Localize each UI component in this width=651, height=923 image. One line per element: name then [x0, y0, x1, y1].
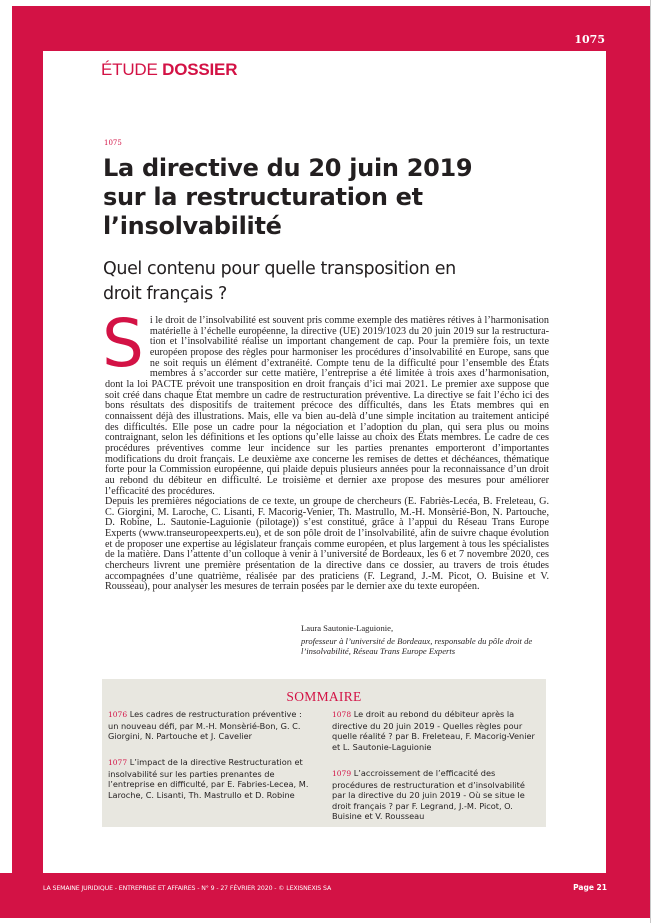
red-frame-right	[606, 6, 650, 918]
article-body	[102, 305, 549, 593]
author-role: professeur à l’université de Bordeaux, responsable du pôle droit de l’insolvabilité, Réseau Trans Europe Experts	[301, 636, 533, 656]
article-title	[103, 154, 543, 241]
title-line: sur la restructuration et	[103, 183, 423, 211]
rubric-heading	[101, 60, 237, 80]
author-name: Laura Sautonie-Laguionie,	[301, 623, 394, 633]
paragraph-2: Depuis les premières négociations de ce texte, un groupe de chercheurs (E. Fabriès-Lecéa, B. Freleteau, G. C. Giorgini, M. Laroche, C. Lisanti, F. Macorig-Venier, Th. Mastrullo, M.-H. Monsèrié-Bon, N. Partouche, D. Robine, L. Sautonie-Laguionie (pilotage)) s’est constitué, grâce à l’appui du Réseau Trans Europe Experts (www.transeuropeexperts.eu), et de son pôle droit de l’insolvabilité, afin de suivre chaque évolution et de proposer une expertise au législateur français comme européen, et plus largement à tous les spécialistes de la matière. Dans l’attente d’un colloque à venir à l’université de Bordeaux, les 6 et 7 novembre 2020, ces chercheurs livrent une première présentation de la directive dans ce dossier, au travers de trois études accompagnées d’une quatrième, réalisée par des praticiens (F. Legrand, J.-M. Picot, O. Buisine et V. Rousseau), pour analyser les mesures de terrain posées par le dernier axe du texte européen.	[105, 496, 549, 593]
sommaire-item-number: 1076	[108, 710, 128, 719]
footer-page-number: Page 21	[573, 883, 607, 892]
red-frame-top	[12, 6, 650, 51]
title-line: l’insolvabilité	[103, 212, 282, 240]
sommaire-item-text: Le droit au rebond du débiteur après la directive du 20 juin 2019 - Quelles règles pour quelle réalité ? par B. Freleteau, F. Macorig-Venier et L. Sautonie-Laguionie	[332, 709, 535, 752]
sommaire-item[interactable]	[108, 709, 313, 742]
rubric-bold: DOSSIER	[162, 60, 238, 79]
drop-cap: S	[102, 305, 144, 382]
sommaire-item[interactable]	[332, 768, 537, 822]
subtitle-line: Quel contenu pour quelle transposition en	[103, 259, 456, 279]
sommaire-title: SOMMAIRE	[286, 689, 362, 704]
sommaire-item-number: 1077	[108, 758, 128, 767]
article-number: 1075	[104, 139, 122, 147]
red-frame-bottom	[0, 873, 650, 918]
footer-publication: LA SEMAINE JURIDIQUE - ENTREPRISE ET AFFAIRES - N° 9 - 27 FÉVRIER 2020 - © LEXISNEXIS SA	[43, 885, 332, 892]
rubric-light: ÉTUDE	[101, 60, 158, 79]
sommaire-item-text: L’impact de la directive Restructuration et insolvabilité sur les parties prenantes de l’entreprise en difficulté, par E. Fabries-Lecea, M. Laroche, C. Lisanti, Th. Mastrullo et D. Robine	[108, 757, 309, 800]
subtitle-line: droit français ?	[103, 284, 227, 304]
sommaire-item-text: L’accroissement de l’efficacité des procédures de restructuration et d’insolvabilité par la directive du 20 juin 2019 - Où se situe le droit français ? par F. Legrand, J.-M. Picot, O. Buisine et V. Rousseau	[332, 768, 525, 821]
sommaire-box	[102, 679, 546, 827]
sommaire-item-number: 1078	[332, 710, 352, 719]
sommaire-item-number: 1079	[332, 769, 352, 778]
red-frame-left	[12, 6, 43, 874]
paragraph-intro	[102, 305, 549, 497]
header-page-number: 1075	[574, 33, 605, 46]
sommaire-item-text: Les cadres de restructuration préventive : un nouveau défi, par M.-H. Monsèrié-Bon, G. C. Giorgini, N. Partouche et J. Cavelier	[108, 709, 302, 741]
title-line: La directive du 20 juin 2019	[103, 154, 473, 182]
article-subtitle	[103, 257, 533, 307]
paragraph-1-text: i le droit de l’insolvabilité est souvent pris comme exemple des matières rétives à l’harmonisation matérielle à l’échelle européenne, la directive (UE) 2019/1023 du 20 juin 2019 sur la restructuration et l’insolvabilité réalise un important changement de cap. Pour la première fois, un texte européen propose des règles pour harmoniser les procédures d’insolvabilité en Europe, sans que ne soit requis un élément d’extranéité. Compte tenu de la difficulté pour l’ensemble des États membres à s’accorder sur cette matière, l’entreprise a été limitée à trois axes d’harmonisation, dont la loi PACTE prévoit une transposition en droit français d’ici mai 2021. Le premier axe suppose que soit créé dans chaque État membre un cadre de restructuration préventive. La directive se fait l’écho ici des bons résultats des dispositifs de traitement précoce des difficultés, dans les États membres qui en connaissent déjà des illustrations. Mais, elle va bien au-delà d’une simple incitation au traitement anticipé des difficultés. Elle pose un cadre pour la négociation et l’adoption du plan, qui sera plus ou moins contraignant, selon les définitions et les options qu’elle laisse au choix des États membres. Le cadre de ces procédures préventives comme leur incidence sur les parties prenantes emporteront d’importantes modifications du droit français. Le deuxième axe concerne les remises de dettes et déchéances, thématique forte pour la Commission européenne, qui plaide depuis plusieurs années pour la reconnaissance d’un droit au rebond du débiteur en difficulté. Le troisième et dernier axe propose des mesures pour améliorer l’efficacité des procédures.	[105, 315, 549, 497]
sommaire-item[interactable]	[332, 709, 537, 752]
author-signature	[301, 623, 561, 656]
sommaire-item[interactable]	[108, 757, 313, 800]
